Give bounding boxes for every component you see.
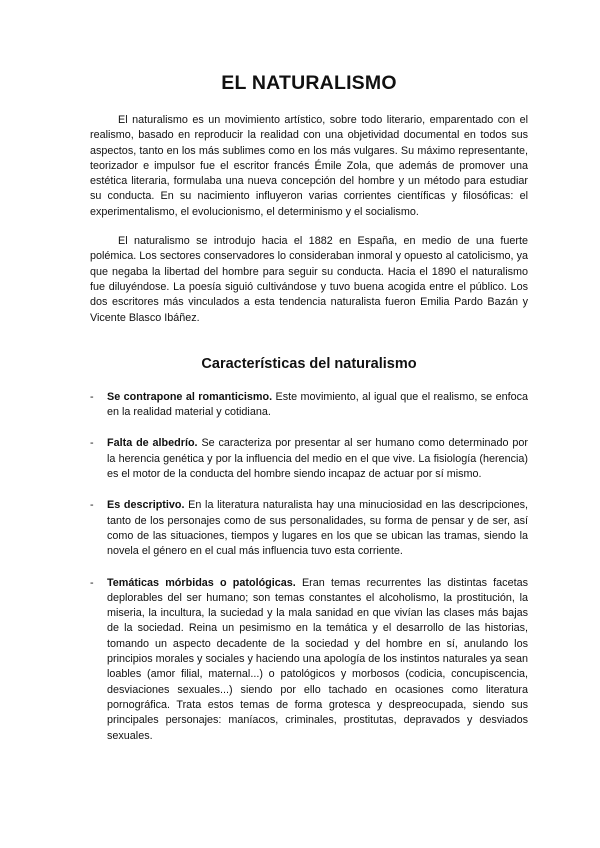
list-item [90, 498, 528, 559]
document-title: EL NATURALISMO [221, 72, 397, 94]
item-text: Este movimiento, al igual que el realismo, se enfoca en la realidad material y cotidiana. [107, 390, 528, 419]
list-item [90, 576, 528, 744]
bullet-dash: - [90, 437, 94, 450]
item-text: Eran temas recurrentes las distintas facetas deplorables del ser humano; son temas constantes el alcoholismo, la prostitución, la miseria, la incultura, la suciedad y la mala sanidad en que vivían las clases más bajas de la sociedad. Reina un pesimismo en la temática y el desarrollo de las historias, tomando un aspecto decadente de la sociedad y del hombre en sí, anulando los principios morales y sociales y haciendo una apología de los instintos naturales ya sean loables (amor filial, maternal...) o patológicos y morbosos (codicia, concupiscencia, desviaciones sexuales...) siendo por ello tachado en ocasiones como literatura pornográfica. Trata estos temas de forma grotesca y despreocupada, siendo sus principales personajes: maníacos, criminales, prostitutas, depravados y desviados sexuales. [107, 576, 528, 742]
history-paragraph: El naturalismo se introdujo hacia el 1882 en España, en medio de una fuerte polémica. Los sectores conservadores lo consideraban inmoral y opuesto al catolicismo, ya que negaba la libertad del hombre para seguir su conducta. Hacia el 1890 el naturalismo fue diluyéndose. La poesía siguió cultivándose y tuvo buena acogida entre el público. Los dos escritores más vinculados a esta tendencia naturalista fueron Emilia Pardo Bazán y Vicente Blasco Ibáñez. [90, 235, 528, 324]
section-title: Características del naturalismo [201, 355, 417, 372]
characteristics-list [90, 390, 528, 744]
list-item [90, 390, 528, 421]
item-term: Falta de albedrío. [107, 437, 202, 450]
item-text: En la literatura naturalista hay una minuciosidad en las descripciones, tanto de los personajes como de sus personalidades, su forma de pensar y de ser, así como de las situaciones, tiempos y lugares en los que se ubican las tramas, siendo la novela el género en el cual más influencia tuvo esta corriente. [107, 499, 528, 558]
item-term: Se contrapone al romanticismo. [107, 390, 276, 403]
item-text: Se caracteriza por presentar al ser humano como determinado por la herencia genética y por la influencia del medio en el que vive. La fisiología (herencia) es el motor de la conducta del hombre siendo incapaz de actuar por sí mismo. [107, 437, 529, 481]
intro-paragraph: El naturalismo es un movimiento artístico, sobre todo literario, emparentado con el realismo, basado en reproducir la realidad con una objetividad documental en todos sus aspectos, tanto en los más sublimes como en los más vulgares. Su máximo representante, teorizador e impulsor fue el escritor francés Émile Zola, que además de promover una estética literaria, formulaba una nueva concepción del hombre y un método para estudiar su conducta. En su nacimiento influyeron varias corrientes científicas y filosóficas: el experimentalismo, el evolucionismo, el determinismo y el socialismo. [90, 114, 528, 218]
item-term: Es descriptivo. [107, 499, 189, 512]
item-term: Temáticas mórbidas o patológicas. [107, 576, 302, 589]
bullet-dash: - [90, 576, 94, 589]
bullet-dash: - [90, 390, 94, 403]
bullet-dash: - [90, 499, 94, 512]
list-item [90, 436, 528, 482]
